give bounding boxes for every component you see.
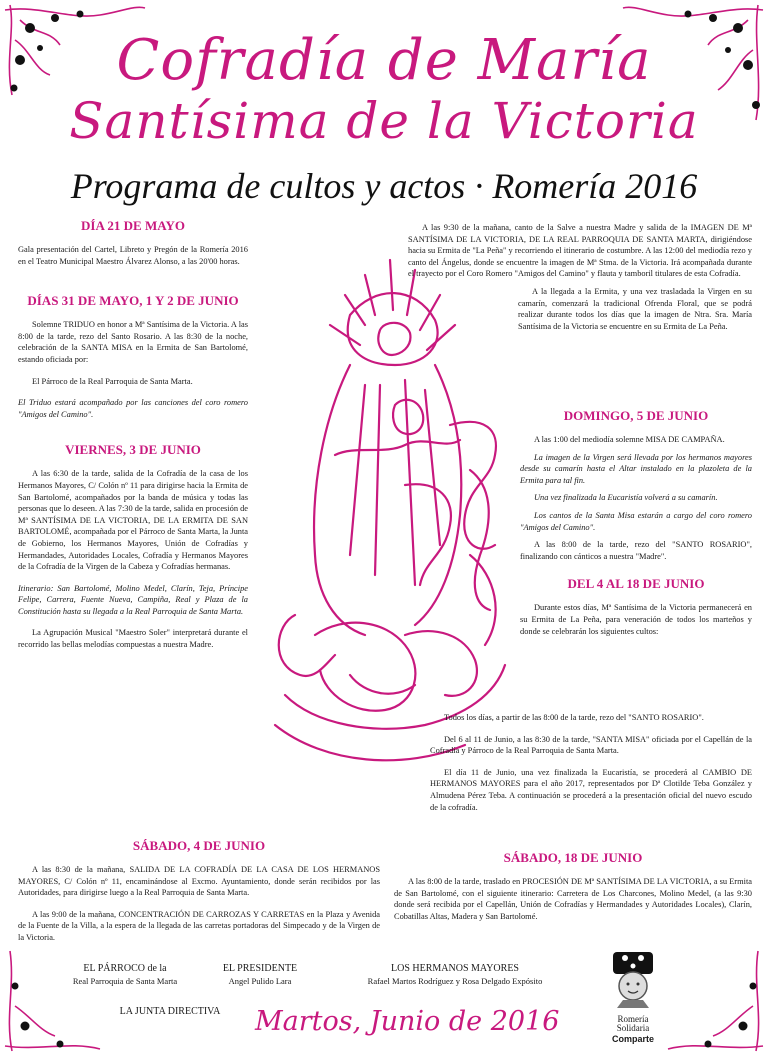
heading-dia-21-mayo: DÍA 21 DE MAYO xyxy=(81,218,185,233)
signature-presidente xyxy=(200,963,320,987)
text-santa-misa: Del 6 al 11 de Junio, a las 8:30 de la tarde, "SANTA MISA" oficiada por el Capellán de la Cofradía y Párroco de la Real Parroquia de Santa Marta. xyxy=(430,734,752,756)
junta-directiva: LA JUNTA DIRECTIVA xyxy=(119,1006,221,1017)
text-traslado: A las 8:00 de la tarde, traslado en PROCESIÓN DE Mª SANTÍSIMA DE LA VICTORIA, a su Ermita de San Bartolomé, con el siguiente itinerario: Carretera de Los Charcones, Molino Medel, (a las 9:30 donde será recibida por el Capellán, Unión de Cofradías y Hermandades y Autoridades Locales), Clarín, Cobatillas Altas, Madera y San Bartolomé. xyxy=(394,877,752,921)
text-salve: A las 9:30 de la mañana, canto de la Salve a nuestra Madre y salida de la IMAGEN DE Mª SANTÍSIMA DE LA VICTORIA, DE LA REAL PARROQUIA DE SANTA MARTA, dirigiéndose hacia su Ermita de "La Peña" y recorriendo el itinerario de costumbre. A las 12:00 del mediodía rezo y canto del Ángelus, donde se encuentre la imagen de Mª Stma. de la Victoria. Irá acompañada durante el trayecto por el Coro Romero "Amigos del Camino" y flauta y tamboril titulares de esta Cofradía. xyxy=(408,223,752,279)
text-triduo: Solemne TRIDUO en honor a Mª Santísima de la Victoria. A las 8:00 de la tarde, rezo del Santo Rosario. A las 8:30 de la noche, celebración de la SANTA MISA en la Ermita de San Bartolomé, estando oficiada por: xyxy=(18,320,248,364)
bottom-right-section xyxy=(394,850,752,928)
bottom-left-section xyxy=(18,838,380,950)
parroco-sub: Real Parroquia de Santa Marta xyxy=(72,976,178,986)
presidente-name: Angel Pulido Lara xyxy=(228,976,292,986)
page-title-line2: Santísima de la Victoria xyxy=(69,92,699,150)
text-salida-cofradia: A las 8:30 de la mañana, SALIDA DE LA COFRADÍA DE LA CASA DE LOS HERMANOS MAYORES, C/ Colón nº 11, encaminándose al Excmo. Ayuntamiento, donde serán recibidos por las Autoridades, para dirigirse luego a la Real Parroquia de Santa Marta. xyxy=(18,865,380,898)
page-subtitle: Programa de cultos y actos · Romería 2016 xyxy=(70,166,698,206)
romeria-solidaria-logo xyxy=(588,948,678,1052)
text-eucaristia: Una vez finalizada la Eucaristía volverá a su camarín. xyxy=(534,493,718,503)
hermanos-names: Rafael Martos Rodríguez y Rosa Delgado Expósito xyxy=(367,976,543,986)
text-todos-dias: Todos los días, a partir de las 8:00 de la tarde, rezo del "SANTO ROSARIO". xyxy=(444,713,704,722)
signature-hermanos xyxy=(330,963,580,987)
right-column xyxy=(408,222,752,376)
text-ofrenda: A la llegada a la Ermita, y una vez trasladada la Virgen en su camarín, comenzará la tradicional Ofrenda Floral, que se podrá realizar durante todos los días que la imagen de Ntra. Sra. María Santísima de la Victoria se encuentre en su Ermita de La Peña. xyxy=(518,286,752,331)
right-column-bottom xyxy=(430,712,752,819)
heading-domingo-5-junio: DOMINGO, 5 DE JUNIO xyxy=(563,408,709,423)
heading-viernes-3-junio: VIERNES, 3 DE JUNIO xyxy=(65,442,201,458)
text-cantos: Los cantos de la Santa Misa estarán a cargo del coro romero "Amigos del Camino". xyxy=(520,510,752,532)
text-rosario-5: A las 8:00 de la tarde, rezo del "SANTO ROSARIO", finalizando con cánticos a nuestra "Madre". xyxy=(520,540,752,561)
text-coro: El Triduo estará acompañado por las canciones del coro romero "Amigos del Camino". xyxy=(18,398,248,419)
text-gala: Gala presentación del Cartel, Libreto y Pregón de la Romería 2016 en el Teatro Municipal Maestro Álvarez Alonso, a las 20'00 horas. xyxy=(18,245,248,266)
text-permanecera: Durante estos días, Mª Santísima de la Victoria permanecerá en su Ermita de La Peña, para veneración de todos los marteños y donde se celebrarán los siguientes cultos: xyxy=(520,603,752,636)
text-parroco: El Párroco de la Real Parroquia de Santa Marta. xyxy=(32,376,193,386)
left-column xyxy=(18,218,248,657)
presidente-title: EL PRESIDENTE xyxy=(222,963,298,974)
text-agrupacion: La Agrupación Musical "Maestro Soler" interpretará durante el recorrido las bellas melodías compuestas a nuestra Madre. xyxy=(18,628,248,650)
text-procesion: A las 6:30 de la tarde, salida de la Cofradía de la casa de los Hermanos Mayores, C/ Colón nº 11 para dirigirse hacia la Ermita de San Bartolomé, acompañados por la banda de música y todas las personas que lo deseen. A las 7:30 de la tarde, salida en procesión de Mª SANTÍSIMA DE LA VICTORIA, DE LA ERMITA DE SAN BARTOLOMÉ, acompañada por el Párroco de Santa Marta, la Junta de Gobierno, los Hermanos Mayores, Unión de Cofradías y Hermandades, Autoridades Locales, Cofradía y Hermanos Mayores de la Cofradía de la Virgen de la Cabeza y Cofradías hermanas. xyxy=(18,469,249,572)
heading-del-4-al-18: DEL 4 AL 18 DE JUNIO xyxy=(567,576,705,592)
logo-figure-icon xyxy=(603,948,663,1010)
text-concentracion: A las 9:00 de la mañana, CONCENTRACIÓN DE CARROZAS Y CARRETAS en la Plaza y Avenida de la Fuente de la Villa, a la espera de la llegada de las carretas portadoras del Simpecado y de la Virgen de la Victoria. xyxy=(18,909,380,942)
text-misa-campana: A las 1:00 del mediodía solemne MISA DE CAMPAÑA. xyxy=(534,435,725,444)
page-title-line1: Cofradía de María xyxy=(116,28,652,93)
parroco-title: EL PÁRROCO de la xyxy=(83,963,167,974)
signature-parroco xyxy=(40,963,210,987)
text-imagen-llevada: La imagen de la Virgen será llevada por los hermanos mayores desde su camarín hasta el Altar instalado en la plazoleta de la Ermita para tal fin. xyxy=(520,452,752,485)
heading-sabado-4-junio: SÁBADO, 4 DE JUNIO xyxy=(132,838,266,853)
text-itinerario: Itinerario: San Bartolomé, Molino Medel, Clarín, Teja, Príncipe Felipe, Carrera, Fuente Nueva, Campiña, Real y Plaza de la Constitución hasta su llegada a la Real Parroquia de Santa Marta. xyxy=(18,583,248,616)
heading-sabado-18-junio: SÁBADO, 18 DE JUNIO xyxy=(503,850,643,865)
heading-dias-31-mayo: DÍAS 31 DE MAYO, 1 Y 2 DE JUNIO xyxy=(27,293,239,309)
logo-line1: Romería xyxy=(617,1014,649,1024)
text-cambio-hermanos: El día 11 de Junio, una vez finalizada la Eucaristía, se procederá al CAMBIO DE HERMANOS MAYORES para el año 2017, representados por Dª Clotilde Teba González y Almudena Pérez Teba. A continuación se procederá a la presentación oficial del nuevo escudo de la cofradía. xyxy=(430,767,752,812)
footer-date: Martos, Junio de 2016 xyxy=(255,1006,560,1037)
logo-line2: Solidaria xyxy=(616,1023,650,1033)
logo-line3: Comparte xyxy=(611,1034,654,1044)
right-column-lower xyxy=(520,408,752,643)
hermanos-title: LOS HERMANOS MAYORES xyxy=(391,963,519,974)
